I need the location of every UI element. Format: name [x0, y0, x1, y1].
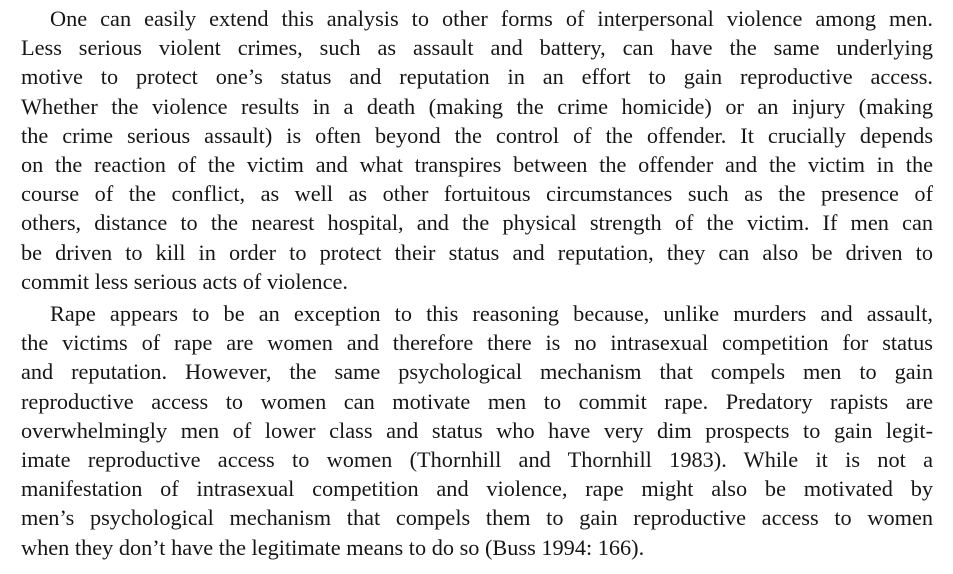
text-line: and reputation. However, the same psychological mechanism that compels men to gain [21, 359, 933, 385]
text-line: One can easily extend this analysis to other forms of interpersonal violence among men. [50, 6, 933, 31]
text-line: manifestation of intrasexual competition and violence, rape might also be motivated by [21, 476, 933, 502]
text-line: others, distance to the nearest hospital, and the physical strength of the victim. If men can [21, 210, 933, 236]
text-line: course of the conflict, as well as other fortuitous circumstances such as the presence of [21, 181, 933, 207]
paragraph-rape-exception [21, 299, 933, 562]
text-line: motive to protect one’s status and reputation in an effort to gain reproductive access. [21, 64, 933, 90]
text-line: reproductive access to women can motivate men to commit rape. Predatory rapists are [21, 388, 933, 414]
text-line: commit less serious acts of violence. [21, 268, 348, 294]
text-line: Less serious violent crimes, such as assault and battery, can have the same underlying [21, 35, 933, 61]
text-line: on the reaction of the victim and what transpires between the offender and the victim in the [21, 152, 933, 178]
text-line: overwhelmingly men of lower class and status who have very dim prospects to gain legit- [21, 417, 933, 443]
text-line: when they don’t have the legitimate means to do so (Buss 1994: 166). [21, 534, 645, 560]
text-line: be driven to kill in order to protect their status and reputation, they can also be driven to [21, 239, 933, 265]
text-line: Rape appears to be an exception to this reasoning because, unlike murders and assault, [50, 301, 933, 327]
text-line: Whether the violence results in a death (making the crime homicide) or an injury (making [21, 93, 933, 119]
text-line: imate reproductive access to women (Thornhill and Thornhill 1983). While it is not a [21, 447, 933, 473]
text-line: the crime serious assault) is often beyond the control of the offender. It crucially depends [21, 122, 933, 148]
text-line: men’s psychological mechanism that compels them to gain reproductive access to women [21, 505, 933, 531]
paragraph-interpersonal-violence [21, 4, 933, 296]
text-line: the victims of rape are women and therefore there is no intrasexual competition for status [21, 330, 933, 356]
